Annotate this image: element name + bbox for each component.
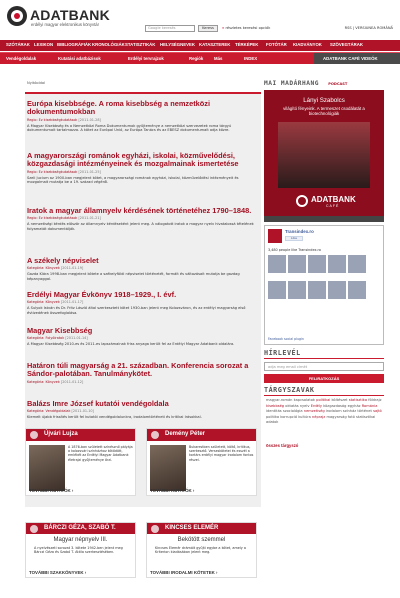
adatbank-cafe-logo <box>296 194 356 208</box>
fb-avatar[interactable] <box>328 281 346 299</box>
nav2-item-mas[interactable]: Más <box>214 56 223 61</box>
tag-link[interactable]: költészet <box>331 398 348 402</box>
nav-item-lexikon[interactable]: LEXIKON <box>34 42 54 47</box>
researcher-name[interactable]: Demény Péter <box>147 429 256 441</box>
transindex-logo[interactable] <box>268 229 282 243</box>
fb-avatar[interactable] <box>288 281 306 299</box>
sidebar-header <box>264 80 396 87</box>
tag-link[interactable]: korrupció <box>280 414 298 419</box>
nav2-item-index[interactable]: INDEX <box>244 56 258 61</box>
tag-link[interactable]: egyház <box>347 403 361 408</box>
book-description: A nyelvészeti sorozat 3. kötete 1942-ben jelent meg Bárczi Géza és Szabó T. Attila szerkesztésében. <box>34 546 123 555</box>
researcher-box <box>25 428 136 496</box>
article-title[interactable]: A székely népviselet <box>27 256 99 265</box>
tag-link[interactable]: magyar-román kapcsolatok <box>266 398 316 402</box>
tag-link[interactable]: magyarság <box>326 414 347 419</box>
banner-speaker-name: Lányi Szabolcs <box>303 97 345 104</box>
nav-item-szotarak[interactable]: SZÓTÁRAK <box>6 42 30 47</box>
fb-like-button[interactable]: Like <box>285 236 303 241</box>
nav2-video-tab[interactable] <box>314 53 400 64</box>
breadcrumb[interactable]: Nyitóoldal <box>27 81 46 85</box>
article-category[interactable]: Kategória: Könyvek <box>27 300 60 305</box>
advanced-search-label: részletes keresési opciók <box>225 26 271 30</box>
article-date: [2011-01-10] <box>71 409 94 414</box>
tag-link[interactable]: Románia <box>361 403 378 408</box>
all-tags-link[interactable]: összes tárgyszó <box>266 443 299 448</box>
article-excerpt: Szeli Jucium az 1900-ban megjelent kötet, a magyarországi románok egyházi, iskolai, közművelődési intézményeit és mozgalmait mutatja be a 19. század végéről. <box>27 175 239 185</box>
advanced-search-link[interactable] <box>222 26 270 30</box>
article-title[interactable]: Magyar Kisebbség <box>27 326 93 335</box>
more-researchers-link[interactable]: TOVÁBBI KUTATÓK › <box>150 488 195 493</box>
cafe-logo-sub: CAFÉ <box>326 204 340 208</box>
article-meta <box>27 409 259 413</box>
tag-link[interactable]: kultúra <box>298 414 311 419</box>
more-books-link[interactable]: TOVÁBBI IRODALMI KÖTETEK › <box>150 570 218 575</box>
tag-link[interactable]: statisztika <box>348 398 368 402</box>
nav2-video-label: ADATBANK CAFÉ VIDEÓK <box>323 56 378 61</box>
fb-avatar[interactable] <box>308 281 326 299</box>
article-category[interactable]: Regio: Ez kisebbségkutatások <box>27 169 78 174</box>
nav2-item-erdelyi-tervrajzok[interactable]: Erdélyi tervrajzok <box>128 56 164 61</box>
logo-name: ADATBANK <box>30 7 110 23</box>
article-meta <box>27 266 259 270</box>
article-category[interactable]: Kategória: Könyvek <box>27 379 60 384</box>
facebook-like-box <box>264 225 384 345</box>
more-researchers-link[interactable]: TOVÁBBI KUTATÓK › <box>29 488 74 493</box>
cafe-logo-ring-icon <box>296 195 308 207</box>
article-meta <box>27 300 259 304</box>
tag-link[interactable]: színház <box>342 409 357 414</box>
main-navigation <box>0 40 400 51</box>
tag-link[interactable]: szociológia <box>282 409 303 414</box>
podcast-link[interactable]: PODCAST <box>328 82 348 86</box>
article-date: [2011-01-19] <box>60 266 84 271</box>
book-title[interactable]: Magyar népnyelv III. <box>53 537 108 543</box>
tag-link[interactable]: statisztikai adatok <box>266 414 376 425</box>
logo-subtitle: erdélyi magyar elektronikus könyvtár <box>31 22 99 27</box>
nav2-item-kutatasi-adatbazisok[interactable]: Kutatási adatbázisok <box>58 56 101 61</box>
article-title[interactable]: Határon túli magyarság a 21. században. Konferencia sorozat a Sándor-palotában. Tanulmánykötet. <box>27 361 249 379</box>
tag-link[interactable]: politikai <box>316 398 331 402</box>
book-description: Kincses Elemér drámáit gyűjti egybe a kötet, amely a Kriterion kiadásában jelent meg. <box>155 546 246 555</box>
fb-avatar[interactable] <box>328 255 346 273</box>
tag-link[interactable]: sajtó <box>373 409 382 414</box>
tag-link[interactable]: identitás <box>266 409 282 414</box>
tags-heading: TÁRGYSZAVAK <box>264 386 315 394</box>
article-item[interactable] <box>27 207 259 231</box>
nav-item-helysegnevek[interactable]: HELYSÉGNEVEK <box>160 42 195 47</box>
article-meta <box>27 118 259 122</box>
article-title[interactable]: Európa kisebbsége. A roma kisebbség a nemzetközi dokumentumokban <box>27 99 211 117</box>
nav2-item-vendegoldalak[interactable]: Vendégoldalak <box>6 56 37 61</box>
tag-link[interactable]: kisebbség <box>266 403 285 408</box>
nav-item-fototar[interactable]: FOTÓTÁR <box>266 42 287 47</box>
article-title[interactable]: Erdélyi Magyar Évkönyv 1918–1929., I. évf. <box>27 290 177 299</box>
fb-avatar[interactable] <box>268 255 286 273</box>
fb-avatar[interactable] <box>348 281 366 299</box>
fb-page-name[interactable]: Transindex.ro <box>285 229 314 234</box>
tag-link[interactable]: néprajz <box>311 414 326 419</box>
fb-like-count: 3,480 people like Transindex.ro <box>268 248 321 252</box>
banner-quote: világító fényeink. A termeszet csodálatát a biotechnológiák <box>283 106 365 117</box>
fb-avatar[interactable] <box>288 255 306 273</box>
article-date: [2011-01-17] <box>60 300 84 305</box>
adatbank-logo-mark-icon <box>7 6 27 26</box>
article-title[interactable]: A magyarországi románok egyházi, iskolai, közművelődési, közgazdasági intézményeinek és mozgalmainak ismertetése <box>27 151 239 169</box>
nav-item-kiadvanyok[interactable]: KIADVÁNYOK <box>293 42 322 47</box>
newsletter-heading: HÍRLEVÉL <box>264 349 301 357</box>
article-category[interactable]: Regio: Ez kisebbségkutatások <box>27 216 78 221</box>
researcher-bio: Bukarestben született, költő, kritikus, szerkesztő. Verseskötetei és esszéi a kortárs erdélyi magyar irodalom fontos részei. <box>189 445 254 462</box>
tag-link[interactable]: történet <box>357 409 372 414</box>
book-box <box>146 522 257 578</box>
search-input[interactable]: Google keresés <box>145 25 195 32</box>
article-title[interactable]: Balázs Imre József kutatói vendégoldala <box>27 399 169 408</box>
article-item[interactable] <box>27 291 259 315</box>
nav-item-bibliografiak[interactable]: BIBLIOGRÁFIÁK <box>57 42 92 47</box>
article-item[interactable] <box>27 400 259 420</box>
site-header <box>0 0 400 40</box>
fb-social-plugin-label: Facebook social plugin <box>268 337 304 341</box>
article-item[interactable] <box>27 257 259 281</box>
adatbank-logo[interactable] <box>7 6 125 30</box>
tags-divider <box>264 395 384 396</box>
article-category[interactable]: Kategória: Folyóiratok <box>27 336 65 341</box>
book-title[interactable]: Bekötött szemmel <box>177 537 226 543</box>
article-excerpt: A Magyar Kisebbség és a Nemzetközi Roma Dokumentumok gyűjteménye a nemzetközi szervezetek roma tárgyú dokumentumait tartalmazza. A kötet az Európai Unió, az Európa Tanács és az EBESZ dokumentumait adja közre. <box>27 123 232 133</box>
article-date: [2011-01-25] <box>78 169 101 174</box>
nav-item-kataszterek[interactable]: KATASZTEREK <box>199 42 231 47</box>
book-box <box>25 522 136 578</box>
article-category[interactable]: Kategória: Könyvek <box>27 266 60 271</box>
tag-link[interactable]: fotó <box>347 414 355 419</box>
book-author[interactable]: BÁRCZI GÉZA, SZABÓ T. <box>26 523 135 534</box>
researcher-photo[interactable] <box>29 445 65 491</box>
article-item[interactable] <box>27 100 259 133</box>
secondary-navigation <box>0 52 400 64</box>
search-button[interactable]: Keress <box>198 25 218 32</box>
article-item[interactable] <box>27 327 259 347</box>
fb-avatar[interactable] <box>268 281 286 299</box>
tag-link[interactable]: közgazdaság <box>323 403 347 408</box>
article-category[interactable]: Kategória: Vendégoldalak <box>27 409 71 414</box>
tag-link[interactable]: Erdély <box>310 403 322 408</box>
nav2-item-regiok[interactable]: Regiók <box>189 56 204 61</box>
researcher-box <box>146 428 257 496</box>
article-meta <box>27 380 259 384</box>
nav-item-kronologiak[interactable]: KRONOLÓGIÁK <box>92 42 125 47</box>
article-excerpt: A nemzetiségi kérdés először az államnyelv kérdéseként jelent meg. A válogatott iratok a magyar nyelv hivatalossá tételének folyamatát dokumentálják. <box>27 222 254 231</box>
book-author[interactable]: KINCSES ELEMÉR <box>147 523 256 534</box>
article-item[interactable] <box>27 362 259 384</box>
tag-link[interactable]: irodalom <box>325 409 342 414</box>
nav-item-terkepek[interactable]: TÉRKÉPEK <box>235 42 259 47</box>
article-date: [2011-01-12] <box>60 379 84 384</box>
newsletter-subscribe-button[interactable]: FELIRATKOZÁS <box>264 374 384 383</box>
researcher-name[interactable]: Újvári Lujza <box>26 429 135 441</box>
adatbank-cafe-banner[interactable] <box>264 90 384 222</box>
banner-photo <box>278 122 370 188</box>
article-excerpt: A Sulyok István és Dr. Fritz László által szerkesztett kötet 1930-ban jelent meg Kolozsváron, és az erdélyi magyarság első évtizedének összefoglalása. <box>27 306 246 315</box>
researcher-bio: A 1876-ban született színésznő pályája a kolozsvári színházhoz kötődött, emlékét az Erdélyi Magyar Adatbank életrajzi gyűjteménye őrzi. <box>68 445 133 462</box>
article-excerpt: Kiemelt újabb frissítés került fel kutatói vendégoldalunkra, irodalomtörténeti és kritikai írásokkal. <box>27 415 202 420</box>
newsletter-divider <box>264 358 384 359</box>
article-title[interactable]: Iratok a magyar államnyelv kérdésének történetéhez 1790–1848. <box>27 206 252 215</box>
researcher-photo[interactable] <box>150 445 186 491</box>
cafe-logo-name: ADATBANK <box>311 195 356 204</box>
article-meta <box>27 170 259 174</box>
article-excerpt: Gazda Klára 1998-ban megjelent kötete a székelyföldi népviselet történetét, formáit és változásait mutatja be gazdag képanyaggal. <box>27 272 240 281</box>
article-item[interactable] <box>27 152 259 185</box>
tag-link[interactable]: földrajz <box>368 398 382 402</box>
tag-link[interactable]: nemzetiség <box>303 409 325 414</box>
article-date: [2011-01-21] <box>78 216 101 221</box>
nav-item-szovegtarak[interactable]: SZÖVEGTÁRAK <box>330 42 363 47</box>
tag-cloud <box>266 398 382 426</box>
article-meta <box>27 216 259 220</box>
advanced-search-arrow: » <box>222 26 225 30</box>
podcast-heading: MAI MADÁRHANG <box>264 80 319 87</box>
fb-avatar[interactable] <box>348 255 366 273</box>
article-category[interactable]: Regio: Ez kisebbségkutatások <box>27 117 78 122</box>
tag-link[interactable]: politika <box>266 414 280 419</box>
tag-link[interactable]: oktatás <box>285 403 299 408</box>
newsletter-email-input[interactable]: adja meg email címét <box>264 362 384 371</box>
fb-avatar[interactable] <box>308 255 326 273</box>
article-excerpt: A Magyar Kisebbség 2010-es és 2011-es lapszámainak friss anyaga került fel az Erdélyi Magyar Adatbank oldalára. <box>27 342 235 347</box>
article-meta <box>27 336 259 340</box>
more-books-link[interactable]: TOVÁBBI SZAKKÖNYVEK › <box>29 570 87 575</box>
tag-link[interactable]: nyelv <box>299 403 310 408</box>
article-date: [2011-01-14] <box>65 336 88 341</box>
nav-item-statisztikak[interactable]: STATISZTIKÁK <box>125 42 156 47</box>
top-links[interactable]: RSS | VERSIUNEA ROMÂNĂ <box>344 26 393 30</box>
article-date: [2011-01-28] <box>78 117 101 122</box>
